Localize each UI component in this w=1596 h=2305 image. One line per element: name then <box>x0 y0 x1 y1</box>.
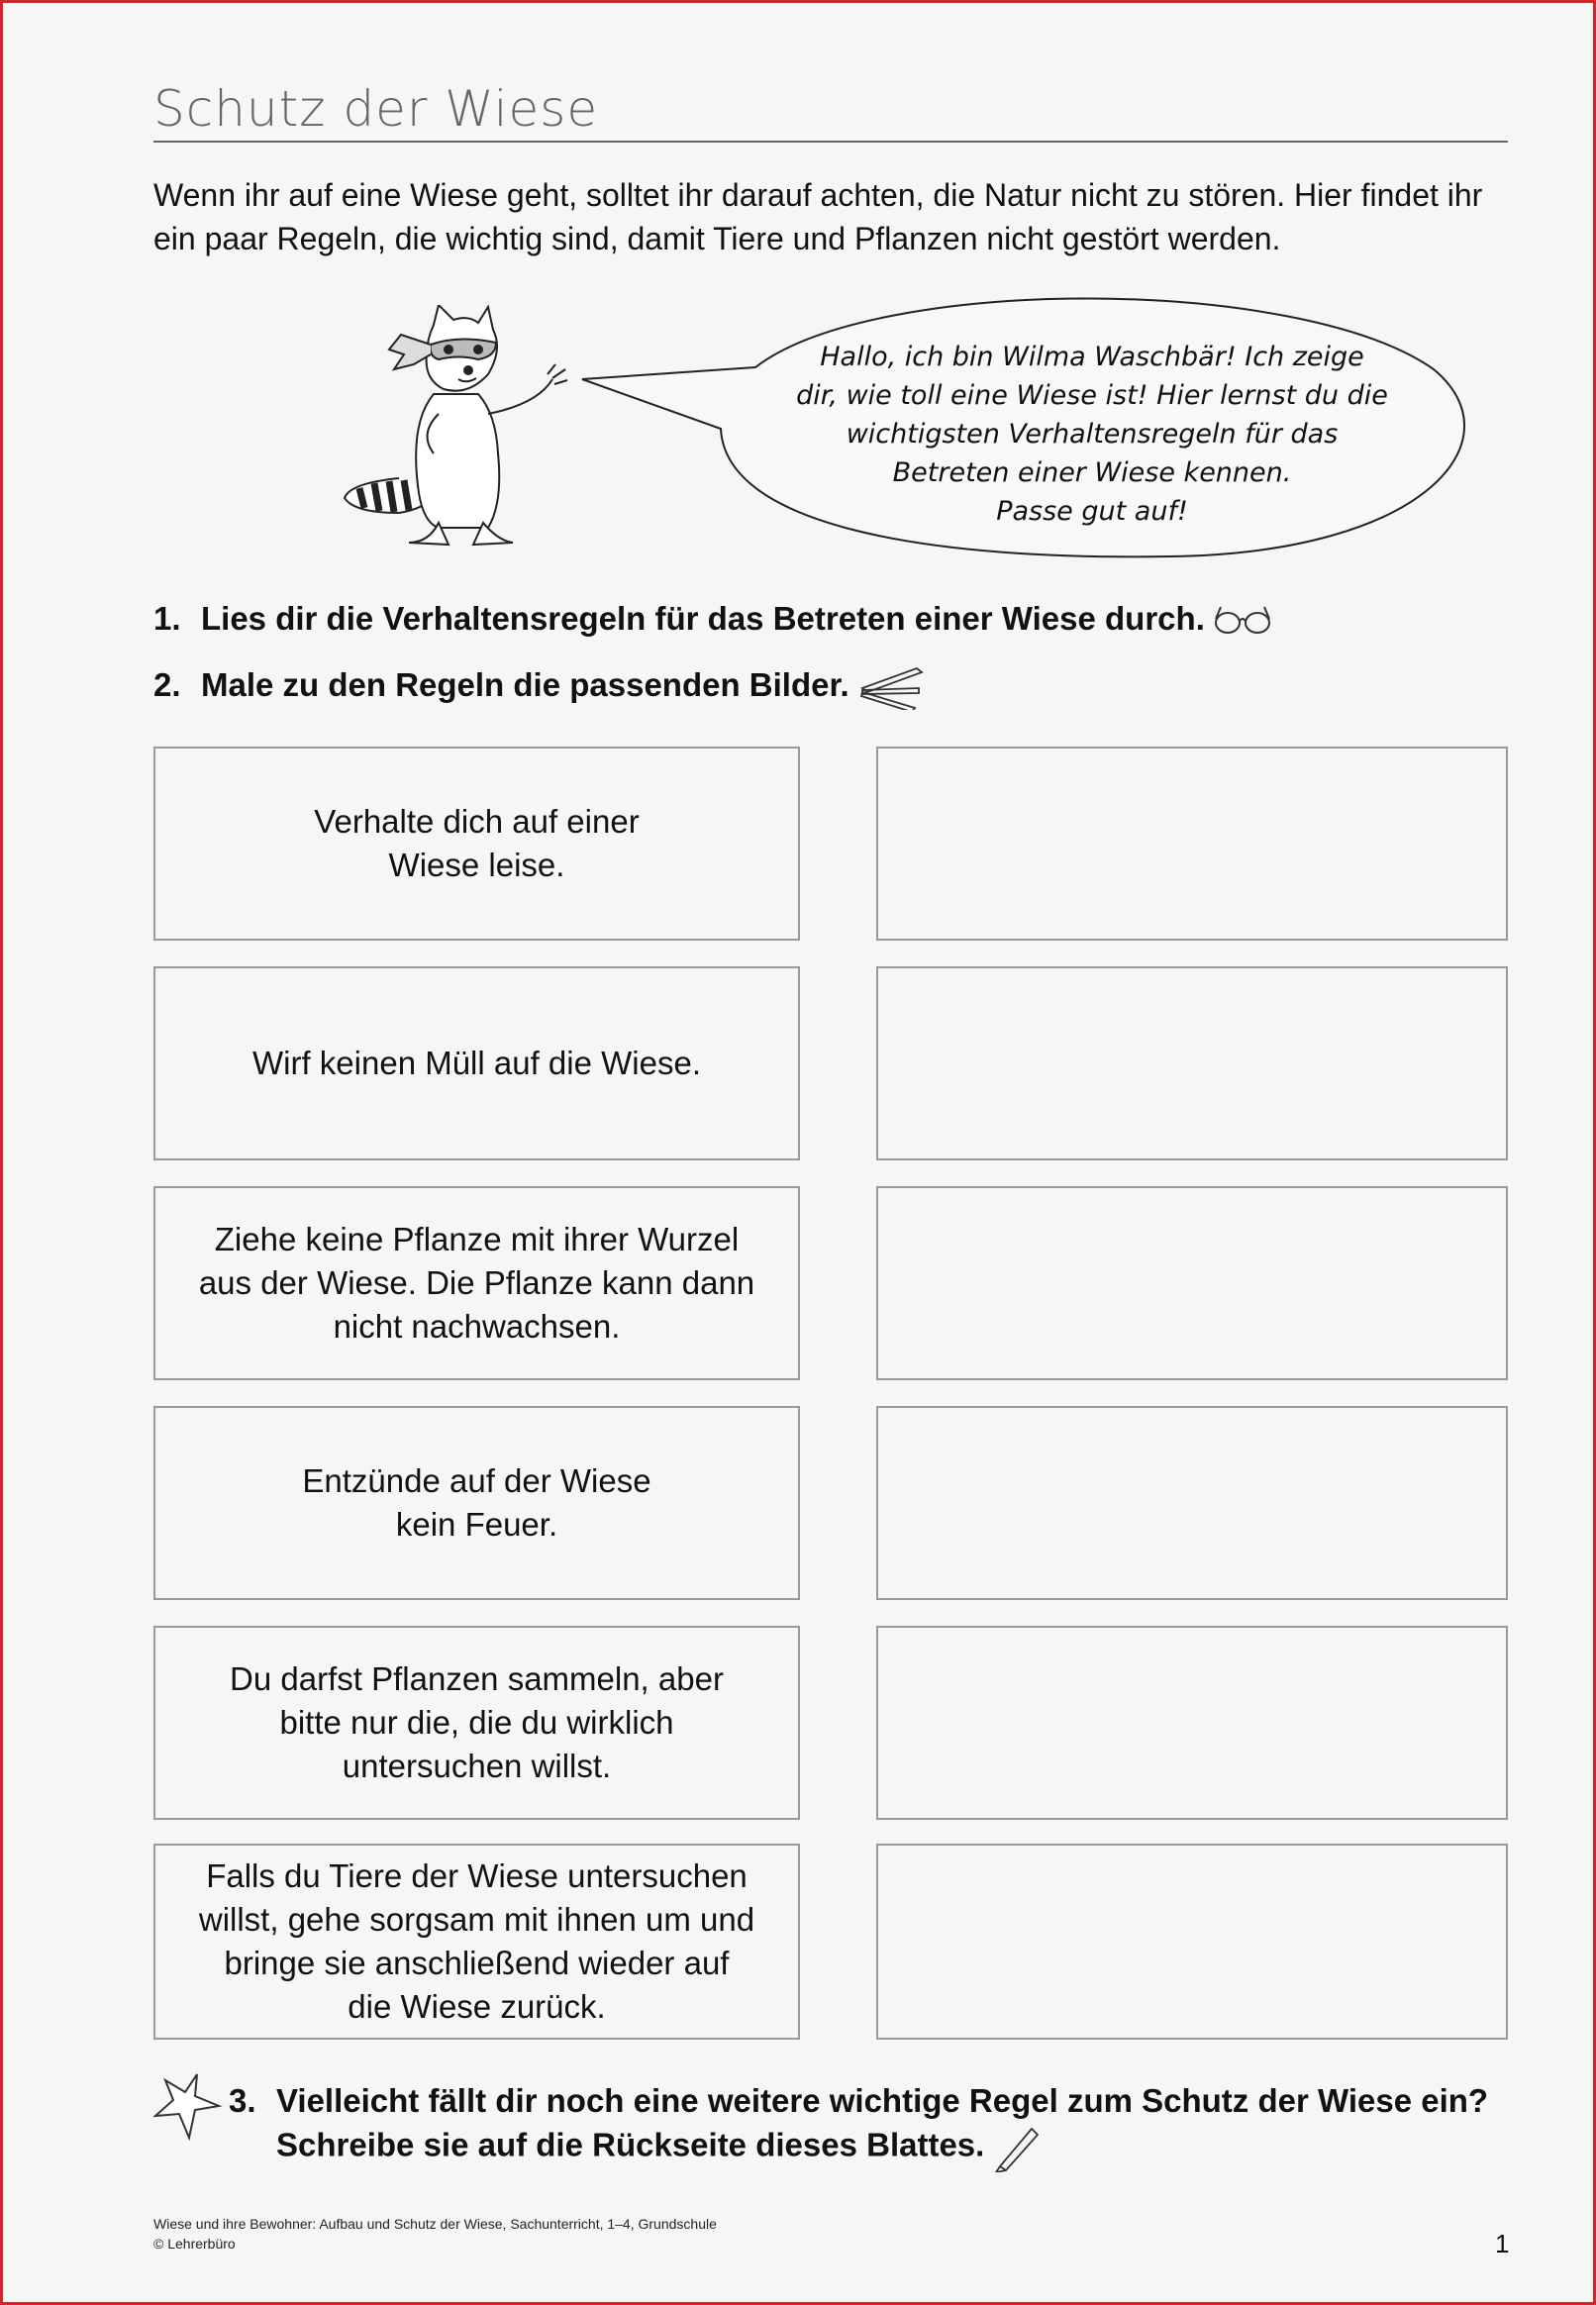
rule-box-quiet <box>153 747 800 941</box>
rule-line: nicht nachwachsen. <box>333 1308 621 1345</box>
bubble-line: wichtigsten Verhaltensregeln für das <box>846 419 1339 450</box>
task-1 <box>153 600 1274 638</box>
pencils-icon <box>857 660 927 710</box>
task-text: Male zu den Regeln die passenden Bilder. <box>201 666 849 703</box>
drawing-box[interactable] <box>876 747 1508 941</box>
task-number: 2. <box>153 666 181 703</box>
bubble-line: Betreten einer Wiese kennen. <box>892 457 1292 488</box>
rule-line: Entzünde auf der Wiese <box>302 1462 651 1499</box>
bubble-line: Passe gut auf! <box>996 496 1188 527</box>
drawing-box[interactable] <box>876 1406 1508 1600</box>
intro-paragraph: Wenn ihr auf eine Wiese geht, solltet ihr darauf achten, die Natur nicht zu stören. Hier findet ihr ein paar Regeln, die wichtig sind, damit Tiere und Pflanzen nicht gestört werden. <box>153 177 1483 256</box>
task-number: 3. <box>229 2082 256 2119</box>
footer-copyright: © Lehrerbüro <box>153 2236 236 2252</box>
rule-box-litter <box>153 966 800 1160</box>
drawing-box[interactable] <box>876 1844 1508 2040</box>
page-number: 1 <box>1495 2229 1510 2258</box>
task-3 <box>229 2079 1536 2172</box>
rule-line: aus der Wiese. Die Pflanze kann dann <box>198 1264 755 1301</box>
task-2 <box>153 660 927 710</box>
rule-line: willst, gehe sorgsam mit ihnen um und <box>198 1901 755 1938</box>
bubble-line: Hallo, ich bin Wilma Waschbär! Ich zeige <box>820 342 1364 372</box>
rule-line: Wiese leise. <box>388 847 565 883</box>
task-number: 1. <box>153 600 181 637</box>
rule-line: die Wiese zurück. <box>348 1988 606 2025</box>
footer-source: Wiese und ihre Bewohner: Aufbau und Schutz der Wiese, Sachunterricht, 1–4, Grundschule <box>153 2216 717 2232</box>
glasses-icon <box>1213 601 1274 637</box>
footer <box>153 2214 717 2254</box>
star-icon <box>151 2070 223 2142</box>
task-text: Vielleicht fällt dir noch eine weitere wichtige Regel zum Schutz der Wiese ein? Schreibe sie auf die Rückseite dieses Blattes. <box>276 2082 1489 2163</box>
rule-line: Wirf keinen Müll auf die Wiese. <box>252 1045 701 1081</box>
drawing-box[interactable] <box>876 1626 1508 1820</box>
bubble-line: dir, wie toll eine Wiese ist! Hier lernst du die <box>796 380 1388 411</box>
drawing-box[interactable] <box>876 1186 1508 1380</box>
rule-box-fire <box>153 1406 800 1600</box>
rule-box-roots <box>153 1186 800 1380</box>
rule-line: Falls du Tiere der Wiese untersuchen <box>206 1857 748 1894</box>
rule-line: kein Feuer. <box>395 1506 558 1543</box>
task-text: Lies dir die Verhaltensregeln für das Betreten einer Wiese durch. <box>201 600 1205 637</box>
rule-line: bringe sie anschließend wieder auf <box>224 1945 730 1981</box>
rule-box-collect <box>153 1626 800 1820</box>
rule-line: bitte nur die, die du wirklich <box>279 1704 674 1741</box>
bubble-text <box>765 338 1419 531</box>
rule-box-animals <box>153 1844 800 2040</box>
rule-line: Du darfst Pflanzen sammeln, aber <box>230 1660 724 1697</box>
rule-line: untersuchen willst. <box>342 1748 612 1784</box>
page-title: Schutz der Wiese <box>153 80 599 138</box>
title-underline <box>153 141 1508 143</box>
drawing-box[interactable] <box>876 966 1508 1160</box>
pencil-icon <box>992 2123 1042 2172</box>
rule-line: Verhalte dich auf einer <box>314 803 640 840</box>
rule-line: Ziehe keine Pflanze mit ihrer Wurzel <box>214 1221 740 1257</box>
